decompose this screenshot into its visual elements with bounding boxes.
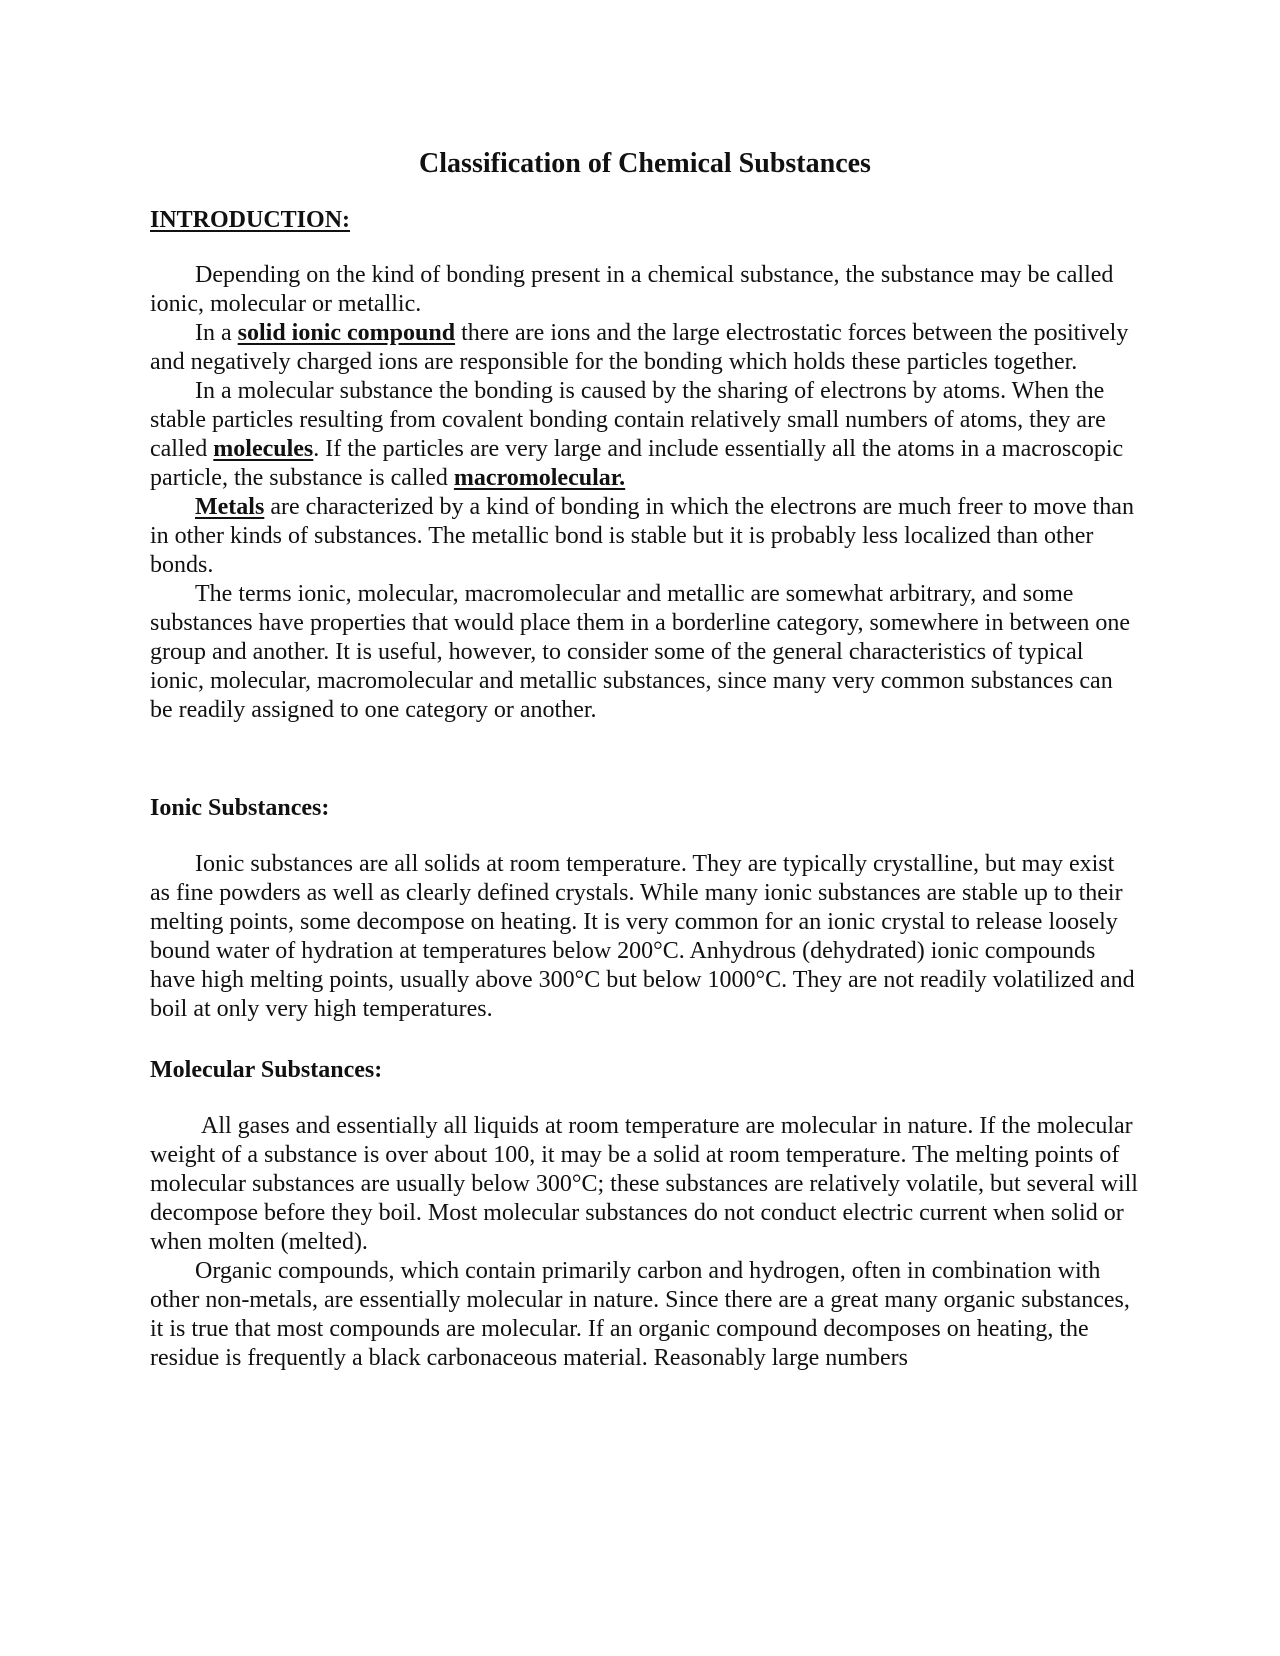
intro-p3-text-mid: . If the particles are very large and include essentially all the atoms in a macroscopic particle, the substance is called xyxy=(150,436,1124,491)
ionic-substances-heading: Ionic Substances: xyxy=(150,795,330,821)
intro-paragraph-3 xyxy=(150,377,1140,493)
intro-paragraph-5: The terms ionic, molecular, macromolecular and metallic are somewhat arbitrary, and some substances have properties that would place them in a borderline category, somewhere in between one group and another. It is useful, however, to consider some of the general characteristics of typical ionic, molecular, macromolecular and metallic substances, since many very common substances can be readily assigned to one category or another. xyxy=(150,581,1131,723)
term-macromolecular: macromolecular. xyxy=(453,465,626,491)
ionic-section xyxy=(150,850,1140,1024)
term-molecules: molecules xyxy=(213,436,314,462)
intro-paragraph-2 xyxy=(150,319,1140,377)
intro-p2-text-post: there are ions and the large electrostatic forces between the positively and negatively charged ions are responsible for the bonding which holds these particles together. xyxy=(150,320,1129,375)
intro-p4-text-post: are characterized by a kind of bonding in which the electrons are much freer to move than in other kinds of substances. The metallic bond is stable but it is probably less localized than other bonds. xyxy=(150,494,1134,578)
intro-paragraph-1: Depending on the kind of bonding present in a chemical substance, the substance may be called ionic, molecular or metallic. xyxy=(150,262,1114,317)
introduction-heading: INTRODUCTION: xyxy=(150,207,351,233)
molecular-paragraph-1: All gases and essentially all liquids at room temperature are molecular in nature. If the molecular weight of a substance is over about 100, it may be a solid at room temperature. The melting points of molecular substances are usually below 300°C; these substances are relatively volatile, but several will decompose before they boil. Most molecular substances do not conduct electric current when solid or when molten (melted). xyxy=(150,1113,1138,1255)
term-solid-ionic-compound: solid ionic compound xyxy=(237,320,456,346)
intro-p3-text-pre: In a molecular substance the bonding is caused by the sharing of electrons by atoms. When the stable particles resulting from covalent bonding contain relatively small numbers of atoms, they are called xyxy=(150,378,1106,462)
molecular-section xyxy=(150,1112,1140,1373)
molecular-substances-heading: Molecular Substances: xyxy=(150,1057,383,1083)
intro-paragraph-4 xyxy=(150,493,1140,580)
molecular-paragraph-2: Organic compounds, which contain primarily carbon and hydrogen, often in combination with other non-metals, are essentially molecular in nature. Since there are a great many organic substances, it is true that most compounds are molecular. If an organic compound decomposes on heating, the residue is frequently a black carbonaceous material. Reasonably large numbers xyxy=(150,1258,1130,1371)
introduction-section xyxy=(150,261,1140,725)
term-metals: Metals xyxy=(195,494,265,520)
ionic-paragraph-1: Ionic substances are all solids at room temperature. They are typically crystalline, but may exist as fine powders as well as clearly defined crystals. While many ionic substances are stable up to their melting points, some decompose on heating. It is very common for an ionic crystal to release loosely bound water of hydration at temperatures below 200°C. Anhydrous (dehydrated) ionic compounds have high melting points, usually above 300°C but below 1000°C. They are not readily volatilized and boil at only very high temperatures. xyxy=(150,851,1135,1022)
intro-p2-text-pre: In a xyxy=(195,320,238,346)
page-title: Classification of Chemical Substances xyxy=(419,148,871,179)
document-page xyxy=(150,0,1140,1656)
